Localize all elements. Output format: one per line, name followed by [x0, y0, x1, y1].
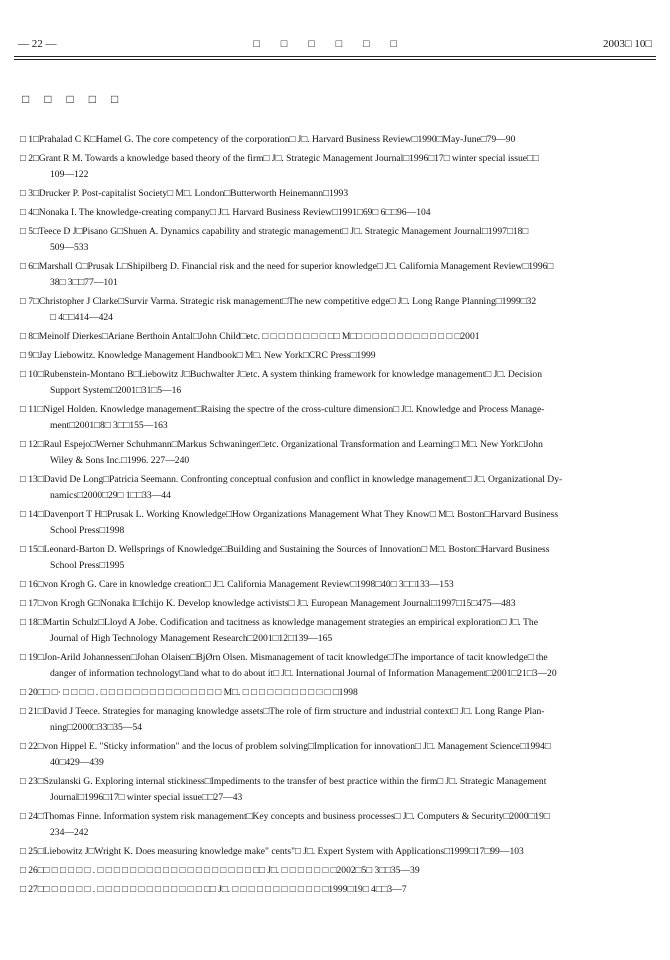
reference-line: □ 14□Davenport T H□Prusak L. Working Knowledge□How Organizations Management What They Know□ M□. Boston□Harvard Business: [20, 509, 559, 520]
issue-date: 2003□ 10□: [602, 38, 652, 50]
reference-continuation-line: 40□429—439: [50, 757, 104, 768]
reference-continuation-line: □ 4□□414—424: [50, 312, 113, 323]
reference-line: □ 22□von Hippel E. "Sticky information" and the locus of problem solving□Implication for innovation□ J□. Management Science□1994□: [20, 741, 551, 752]
reference-line: □ 9□Jay Liebowitz. Knowledge Management Handbook□ M□. New York□CRC Press□1999: [20, 350, 376, 361]
reference-item: [20, 294, 648, 326]
reference-line: □ 24□Thomas Finne. Information system risk management□Key concepts and business processes□ J□. Computers & Security□2000□19□: [20, 811, 550, 822]
reference-line: □ 5□Teece D J□Pisano G□Shuen A. Dynamics capability and strategic management□ J□. Strategic Management Journal□1997□18□: [20, 226, 529, 237]
reference-line: □ 26□□ □ □ □ □ □ . □ □ □ □ □ □ □ □ □ □ □ □ □ □ □ □ □ □ □ □□ J□. □ □ □ □ □ □ □2002□5□ 3□□35—39: [20, 865, 420, 876]
reference-line: □ 6□Marshall C□Prusak L□Shipilberg D. Financial risk and the need for superior knowledge□ J□. California Management Review□1996□: [20, 261, 554, 272]
reference-item: [20, 224, 648, 256]
header-rule-top: [14, 56, 656, 57]
reference-item: [20, 542, 648, 574]
reference-line: □ 16□von Krogh G. Care in knowledge creation□ J□. California Management Review□1998□40□ 3□□133—153: [20, 579, 454, 590]
reference-item: [20, 348, 648, 364]
reference-line: □ 27□□ □ □ □ □ □ . □ □ □ □ □ □ □ □ □ □ □ □ □ □□ J□. □ □ □ □ □ □ □ □ □ □ □ □1999□19□ 4□□3—7: [20, 884, 407, 895]
reference-line: □ 15□Leonard-Barton D. Wellsprings of Knowledge□Building and Sustaining the Sources of Innovation□ M□. Boston□Harvard Business: [20, 544, 550, 555]
reference-line: □ 1□Prahalad C K□Hamel G. The core competency of the corporation□ J□. Harvard Business Review□1990□May-June□79—90: [20, 134, 516, 145]
reference-line: □ 2□Grant R M. Towards a knowledge based theory of the firm□ J□. Strategic Management Journal□1996□17□ winter special issue□□: [20, 153, 539, 164]
reference-continuation-line: Support System□2001□31□5—16: [50, 385, 182, 396]
reference-line: □ 3□Drucker P. Post-capitalist Society□ M□. London□Butterworth Heinemann□1993: [20, 188, 349, 199]
page-header: [18, 36, 652, 52]
reference-item: [20, 650, 648, 682]
reference-line: □ 12□Raul Espejo□Werner Schuhmann□Markus Schwaninger□etc. Organizational Transformation and Learning□ M□. New York□John: [20, 439, 543, 450]
reference-item: [20, 259, 648, 291]
reference-item: [20, 151, 648, 183]
reference-continuation-line: Journal of High Technology Management Research□2001□12□139—165: [50, 633, 333, 644]
reference-continuation-line: Journal□1996□17□ winter special issue□□27—43: [50, 792, 243, 803]
reference-item: [20, 329, 648, 345]
reference-item: [20, 615, 648, 647]
reference-item: [20, 507, 648, 539]
reference-line: □ 19□Jon-Arild Johannessen□Johan Olaisen□BjØrn Olsen. Mismanagement of tacit knowledge□The importance of tacit knowledge□ the: [20, 652, 548, 663]
reference-item: [20, 863, 648, 879]
reference-continuation-line: School Press□1995: [50, 560, 125, 571]
reference-continuation-line: 234—242: [50, 827, 89, 838]
reference-continuation-line: 509—533: [50, 242, 89, 253]
reference-item: [20, 437, 648, 469]
reference-line: □ 20□□ □· □ □ □ □ . □ □ □ □ □ □ □ □ □ □ □ □ □ □ □ M□. □ □ □ □ □ □ □ □ □ □ □ □1998: [20, 687, 358, 698]
reference-item: [20, 596, 648, 612]
reference-item: [20, 186, 648, 202]
reference-item: [20, 774, 648, 806]
reference-item: [20, 844, 648, 860]
reference-continuation-line: danger of information technology□and what to do about it□ J□. International Journal of Information Management□2001□21□3—20: [50, 668, 557, 679]
reference-item: [20, 132, 648, 148]
reference-continuation-line: ning□2000□33□35—54: [50, 722, 143, 733]
reference-list: [20, 132, 648, 901]
reference-line: □ 8□Meinolf Dierkes□Ariane Berthoin Antal□John Child□etc. □ □ □ □ □ □ □ □ □□ M□□ □ □ □ □ □ □ □ □ □ □ □ □2001: [20, 331, 480, 342]
reference-line: □ 25□Liebowitz J□Wright K. Does measuring knowledge make" cents"□ J□. Expert System with Applications□1999□17□99—103: [20, 846, 524, 857]
reference-line: □ 23□Szulanski G. Exploring internal stickiness□Impediments to the transfer of best practice within the firm□ J□. Strategic Management: [20, 776, 547, 787]
reference-item: [20, 739, 648, 771]
reference-continuation-line: 109—122: [50, 169, 89, 180]
references-heading: □ □ □ □ □: [22, 92, 125, 106]
reference-continuation-line: 38□ 3□□77—101: [50, 277, 118, 288]
reference-line: □ 17□von Krogh G□Nonaka I□Ichijo K. Develop knowledge activists□ J□. European Management Journal□1997□15□475—483: [20, 598, 516, 609]
reference-line: □ 11□Nigel Holden. Knowledge management□Raising the spectre of the cross-culture dimension□ J□. Knowledge and Process Manage-: [20, 404, 545, 415]
reference-continuation-line: Wiley & Sons Inc.□1996. 227—240: [50, 455, 190, 466]
reference-continuation-line: School Press□1998: [50, 525, 125, 536]
reference-line: □ 21□David J Teece. Strategies for managing knowledge assets□The role of firm structure and industrial context□ J□. Long Range Plan-: [20, 706, 545, 717]
journal-title: □ □ □ □ □ □: [253, 38, 407, 50]
reference-item: [20, 882, 648, 898]
reference-item: [20, 577, 648, 593]
reference-item: [20, 685, 648, 701]
reference-item: [20, 809, 648, 841]
reference-line: □ 10□Rubenstein-Montano B□Liebowitz J□Buchwalter J□etc. A system thinking framework for knowledge management□ J□. Decision: [20, 369, 543, 380]
reference-continuation-line: namics□2000□29□ 1□□33—44: [50, 490, 171, 501]
reference-item: [20, 402, 648, 434]
page-number: — 22 —: [18, 38, 57, 50]
reference-line: □ 7□Christopher J Clarke□Survir Varma. Strategic risk management□The new competitive edge□ J□. Long Range Planning□1999□32: [20, 296, 537, 307]
reference-line: □ 18□Martin Schulz□Lloyd A Jobe. Codification and tacitness as knowledge management strategies an empirical exploration□ J□. The: [20, 617, 538, 628]
reference-continuation-line: ment□2001□8□ 3□□155—163: [50, 420, 168, 431]
reference-item: [20, 472, 648, 504]
reference-line: □ 13□David De Long□Patricia Seemann. Confronting conceptual confusion and conflict in knowledge management□ J□. Organizational Dy-: [20, 474, 563, 485]
header-rule-bottom: [14, 59, 656, 60]
reference-item: [20, 704, 648, 736]
reference-item: [20, 367, 648, 399]
reference-line: □ 4□Nonaka I. The knowledge-creating company□ J□. Harvard Business Review□1991□69□ 6□□96—104: [20, 207, 431, 218]
reference-item: [20, 205, 648, 221]
